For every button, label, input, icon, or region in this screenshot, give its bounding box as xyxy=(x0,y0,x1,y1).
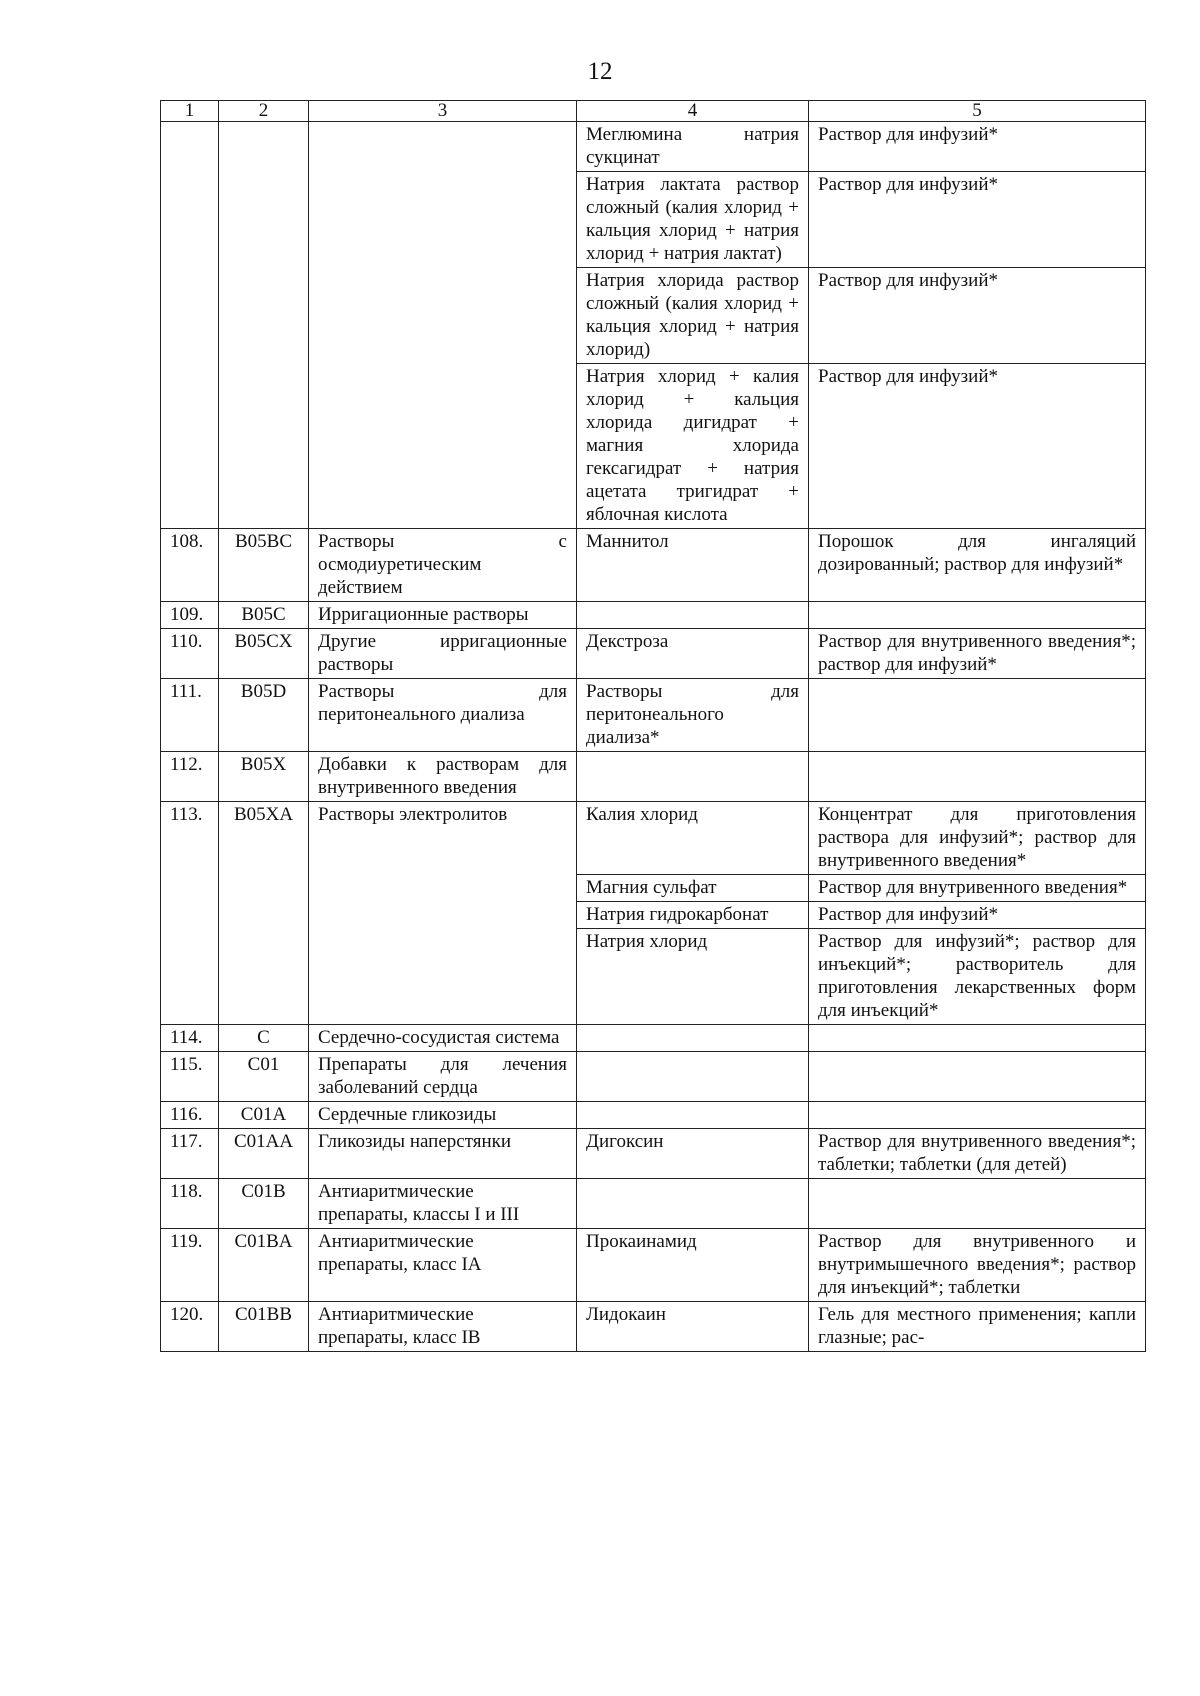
row-number: 114. xyxy=(161,1025,219,1052)
group-name: Растворы электролитов xyxy=(309,802,577,1025)
dosage-form: Гель для местного применения; капли глазные; рас- xyxy=(809,1302,1146,1352)
group-name: Растворы для перитонеального диализа xyxy=(309,679,577,752)
row-number: 112. xyxy=(161,752,219,802)
table-row xyxy=(161,122,1146,172)
dosage-form xyxy=(809,1052,1146,1102)
row-number: 111. xyxy=(161,679,219,752)
group-name: Добавки к растворам для внутривенного введения xyxy=(309,752,577,802)
group-name: Антиаритмические препараты, класс IB xyxy=(309,1302,577,1352)
dosage-form: Раствор для инфузий* xyxy=(809,172,1146,268)
dosage-form: Раствор для инфузий* xyxy=(809,268,1146,364)
dosage-form xyxy=(809,1025,1146,1052)
atc-code: C01A xyxy=(219,1102,309,1129)
drug-name: Натрия хлорид xyxy=(577,929,809,1025)
row-number: 113. xyxy=(161,802,219,1025)
column-header: 2 xyxy=(219,101,309,122)
table-row xyxy=(161,1129,1146,1179)
row-number: 109. xyxy=(161,602,219,629)
drug-name: Декстроза xyxy=(577,629,809,679)
drug-name: Натрия хлорида раствор сложный (калия хлорид + кальция хлорид + натрия хлорид) xyxy=(577,268,809,364)
table-row xyxy=(161,752,1146,802)
group-name: Другие ирригационные растворы xyxy=(309,629,577,679)
group-name: Антиаритмические препараты, классы I и III xyxy=(309,1179,577,1229)
atc-code: B05D xyxy=(219,679,309,752)
group-name: Препараты для лечения заболеваний сердца xyxy=(309,1052,577,1102)
group-name: Гликозиды наперстянки xyxy=(309,1129,577,1179)
dosage-form xyxy=(809,1179,1146,1229)
dosage-form xyxy=(809,602,1146,629)
drug-name: Калия хлорид xyxy=(577,802,809,875)
row-number: 117. xyxy=(161,1129,219,1179)
column-header: 5 xyxy=(809,101,1146,122)
group-name: Ирригационные растворы xyxy=(309,602,577,629)
row-number: 120. xyxy=(161,1302,219,1352)
drug-name: Маннитол xyxy=(577,529,809,602)
drug-name xyxy=(577,602,809,629)
row-number xyxy=(161,122,219,529)
dosage-form: Раствор для внутривенного введения*; раствор для инфузий* xyxy=(809,629,1146,679)
page-number: 12 xyxy=(587,58,613,85)
dosage-form: Порошок для ингаляций дозированный; раствор для инфузий* xyxy=(809,529,1146,602)
row-number: 118. xyxy=(161,1179,219,1229)
drug-name: Меглюмина натрия сукцинат xyxy=(577,122,809,172)
dosage-form xyxy=(809,679,1146,752)
table-row xyxy=(161,1052,1146,1102)
drug-name: Магния сульфат xyxy=(577,875,809,902)
table-body xyxy=(161,122,1146,1352)
atc-code: B05CX xyxy=(219,629,309,679)
table-row xyxy=(161,529,1146,602)
dosage-form: Концентрат для приготовления раствора для инфузий*; раствор для внутривенного введения* xyxy=(809,802,1146,875)
table-row xyxy=(161,602,1146,629)
atc-code: B05X xyxy=(219,752,309,802)
atc-code: C01B xyxy=(219,1179,309,1229)
drug-name: Дигоксин xyxy=(577,1129,809,1179)
dosage-form: Раствор для внутривенного введения*; таблетки; таблетки (для детей) xyxy=(809,1129,1146,1179)
drug-name xyxy=(577,1025,809,1052)
table-row xyxy=(161,802,1146,875)
table-row xyxy=(161,1179,1146,1229)
drug-name: Прокаинамид xyxy=(577,1229,809,1302)
atc-code: B05XA xyxy=(219,802,309,1025)
atc-code: B05C xyxy=(219,602,309,629)
drug-name: Растворы для перитонеального диализа* xyxy=(577,679,809,752)
drug-name xyxy=(577,1179,809,1229)
drug-name: Лидокаин xyxy=(577,1302,809,1352)
dosage-form xyxy=(809,1102,1146,1129)
dosage-form: Раствор для внутривенного введения* xyxy=(809,875,1146,902)
dosage-form: Раствор для инфузий* xyxy=(809,902,1146,929)
table-row xyxy=(161,1025,1146,1052)
atc-code: C xyxy=(219,1025,309,1052)
dosage-form xyxy=(809,752,1146,802)
row-number: 119. xyxy=(161,1229,219,1302)
row-number: 108. xyxy=(161,529,219,602)
drug-table xyxy=(160,100,1146,1352)
atc-code xyxy=(219,122,309,529)
group-name: Сердечные гликозиды xyxy=(309,1102,577,1129)
dosage-form: Раствор для внутривенного и внутримышечного введения*; раствор для инъекций*; таблетки xyxy=(809,1229,1146,1302)
dosage-form: Раствор для инфузий* xyxy=(809,122,1146,172)
drug-name xyxy=(577,1052,809,1102)
drug-name: Натрия лактата раствор сложный (калия хлорид + кальция хлорид + натрия хлорид + натрия лактат) xyxy=(577,172,809,268)
drug-name: Натрия хлорид + калия хлорид + кальция хлорида дигидрат + магния хлорида гексагидрат + натрия ацетата тригидрат + яблочная кислота xyxy=(577,364,809,529)
group-name: Сердечно-сосудистая система xyxy=(309,1025,577,1052)
dosage-form: Раствор для инфузий* xyxy=(809,364,1146,529)
atc-code: C01 xyxy=(219,1052,309,1102)
atc-code: B05BC xyxy=(219,529,309,602)
table-row xyxy=(161,1102,1146,1129)
table-row xyxy=(161,1302,1146,1352)
row-number: 115. xyxy=(161,1052,219,1102)
drug-name xyxy=(577,1102,809,1129)
group-name: Растворы с осмодиуретическим действием xyxy=(309,529,577,602)
table-row xyxy=(161,679,1146,752)
table-row xyxy=(161,629,1146,679)
group-name xyxy=(309,122,577,529)
drug-name xyxy=(577,752,809,802)
group-name: Антиаритмические препараты, класс IA xyxy=(309,1229,577,1302)
dosage-form: Раствор для инфузий*; раствор для инъекций*; растворитель для приготовления лекарственных форм для инъекций* xyxy=(809,929,1146,1025)
drug-name: Натрия гидрокарбонат xyxy=(577,902,809,929)
atc-code: C01BB xyxy=(219,1302,309,1352)
column-header: 1 xyxy=(161,101,219,122)
atc-code: C01AA xyxy=(219,1129,309,1179)
table-row xyxy=(161,1229,1146,1302)
column-number-row xyxy=(161,101,1146,122)
atc-code: C01BA xyxy=(219,1229,309,1302)
row-number: 110. xyxy=(161,629,219,679)
row-number: 116. xyxy=(161,1102,219,1129)
column-header: 4 xyxy=(577,101,809,122)
column-header: 3 xyxy=(309,101,577,122)
